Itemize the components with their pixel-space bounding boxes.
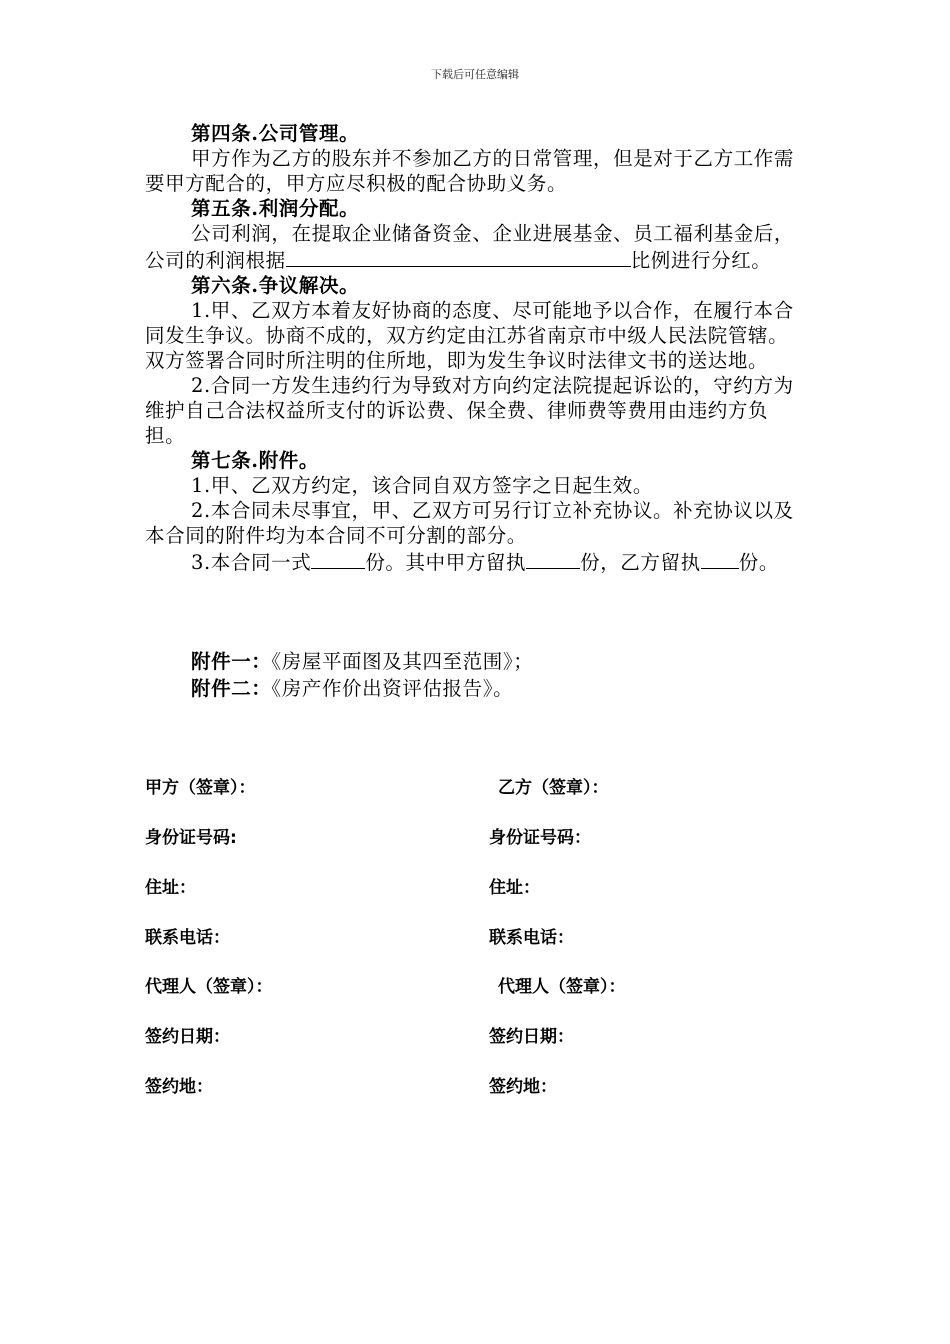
article5-body-before: 公司利润，在提取企业储备资金、企业进展基金、员工福利基金后，公司的利润根据 — [145, 222, 795, 272]
copies-party-b-blank — [701, 548, 739, 569]
article5-body-after: 比例进行分红。 — [630, 249, 772, 272]
page-header-note: 下载后可任意编辑 — [431, 68, 519, 81]
article4-heading: 第四条.公司管理。 — [191, 122, 360, 145]
article7-item3-c: 份，乙方留执 — [580, 551, 701, 574]
party-b-address-label: 住址： — [489, 878, 540, 898]
party-a-phone-label: 联系电话： — [145, 928, 230, 948]
article7-item3 — [145, 548, 807, 575]
party-a-id-label: 身份证号码: — [145, 828, 237, 848]
party-b-phone-label: 联系电话： — [489, 928, 574, 948]
attachment-1-text: 《房屋平面图及其四至范围》； — [271, 650, 534, 673]
attachment-2-label: 附件二： — [191, 677, 272, 700]
article5-heading: 第五条.利润分配。 — [191, 197, 360, 220]
article7-item3-d: 份。 — [738, 551, 779, 574]
article6-heading: 第六条.争议解决。 — [191, 274, 360, 297]
party-b-place-label: 签约地： — [489, 1077, 557, 1097]
party-b-id-label: 身份证号码： — [489, 828, 591, 848]
attachments — [191, 648, 533, 702]
article6-item2: 2.合同一方发生违约行为导致对方向约定法院提起诉讼的，守约方为维护自己合法权益所支付的诉讼费、保全费、律师费等费用由违约方负担。 — [145, 374, 794, 447]
attachment-2-text: 《房产作价出资评估报告》。 — [271, 677, 514, 700]
party-b-date-label: 签约日期： — [489, 1027, 574, 1047]
contract-body — [145, 121, 807, 575]
article7-item3-a: 3.本合同一式 — [191, 551, 312, 574]
party-a-signature-label: 甲方（签章）： — [145, 778, 256, 798]
article5-body — [145, 221, 807, 273]
article4-body: 甲方作为乙方的股东并不参加乙方的日常管理，但是对于乙方工作需要甲方配合的，甲方应尽积极的配合协助义务。 — [145, 147, 795, 195]
article7-item3-b: 份。其中甲方留执 — [365, 551, 527, 574]
party-b-signature-label: 乙方（签章）： — [498, 778, 609, 798]
copies-party-a-blank — [526, 548, 580, 569]
copies-total-blank — [311, 548, 365, 569]
ratio-blank — [286, 246, 631, 267]
article7-item2: 2.本合同未尽事宜，甲、乙双方可另行订立补充协议。补充协议以及本合同的附件均为本合同不可分割的部分。 — [145, 499, 794, 547]
article6-item1: 1.甲、乙双方本着友好协商的态度、尽可能地予以合作，在履行本合同发生争议。协商不成的，双方约定由江苏省南京市中级人民法院管辖。双方签署合同时所注明的住所地，即为发生争议时法律文书的送达地。 — [145, 299, 794, 372]
party-a-date-label: 签约日期： — [145, 1027, 230, 1047]
attachment-2 — [191, 675, 533, 702]
party-b-agent-label: 代理人（签章）： — [498, 977, 626, 997]
attachment-1-label: 附件一： — [191, 650, 272, 673]
article7-item1: 1.甲、乙双方约定，该合同自双方签字之日起生效。 — [191, 474, 654, 497]
party-a-address-label: 住址： — [145, 878, 196, 898]
article7-heading: 第七条.附件。 — [191, 449, 319, 472]
party-a-agent-label: 代理人（签章）： — [145, 977, 273, 997]
party-a-place-label: 签约地： — [145, 1077, 213, 1097]
attachment-1 — [191, 648, 533, 675]
